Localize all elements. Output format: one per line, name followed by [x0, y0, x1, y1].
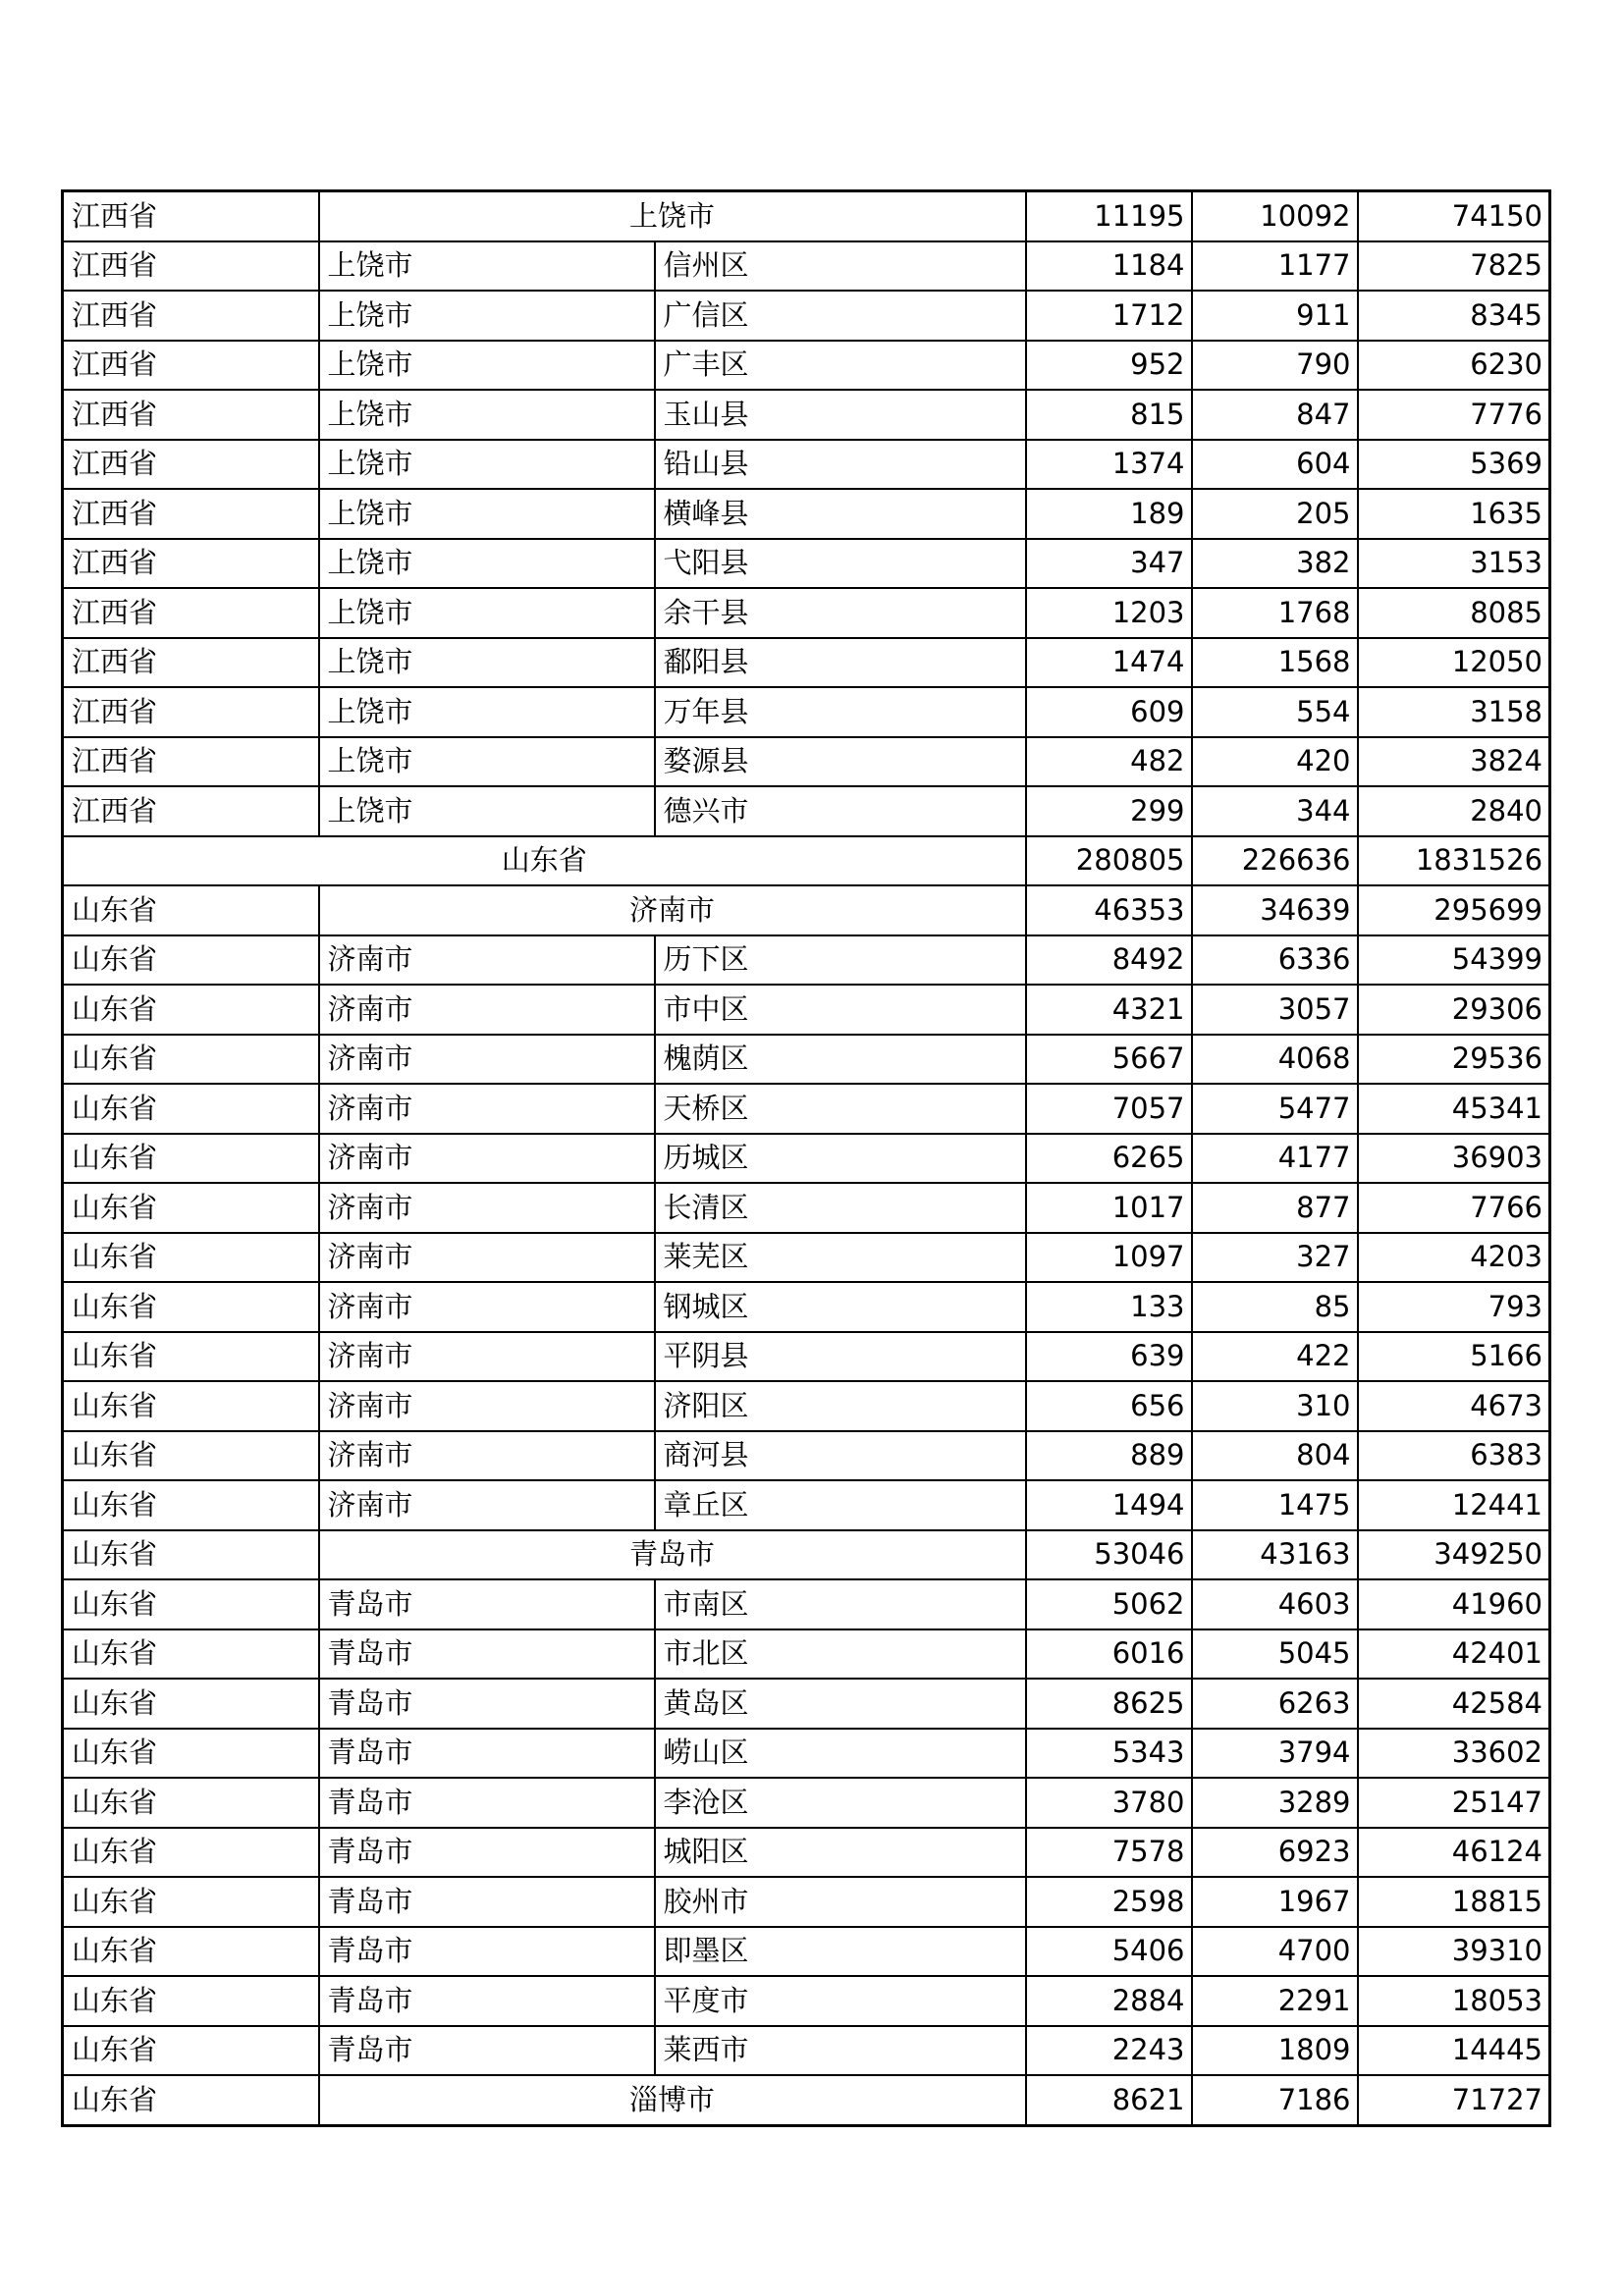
district-row [63, 687, 1550, 737]
district-cell: 德兴市 [655, 786, 1026, 836]
value-cell: 46353 [1026, 885, 1192, 935]
value-cell: 3057 [1192, 985, 1358, 1035]
province-cell: 山东省 [63, 1927, 319, 1977]
table-body [63, 191, 1550, 2126]
district-row [63, 1579, 1550, 1629]
city-row [63, 885, 1550, 935]
value-cell: 34639 [1192, 885, 1358, 935]
district-row [63, 1134, 1550, 1184]
value-cell: 4203 [1358, 1233, 1550, 1283]
province-cell: 山东省 [63, 1976, 319, 2026]
district-cell: 广丰区 [655, 341, 1026, 391]
value-cell: 226636 [1192, 836, 1358, 886]
value-cell: 7776 [1358, 390, 1550, 440]
value-cell: 5667 [1026, 1035, 1192, 1085]
district-row [63, 1332, 1550, 1382]
district-row [63, 1431, 1550, 1481]
value-cell: 42401 [1358, 1629, 1550, 1680]
city-cell: 济南市 [319, 1183, 655, 1233]
value-cell: 7766 [1358, 1183, 1550, 1233]
city-cell: 青岛市 [319, 1828, 655, 1878]
value-cell: 1184 [1026, 241, 1192, 292]
district-cell: 济阳区 [655, 1381, 1026, 1431]
value-cell: 1097 [1026, 1233, 1192, 1283]
value-cell: 6336 [1192, 935, 1358, 986]
value-cell: 7186 [1192, 2075, 1358, 2125]
value-cell: 877 [1192, 1183, 1358, 1233]
district-row [63, 539, 1550, 589]
province-cell: 江西省 [63, 638, 319, 688]
city-cell: 济南市 [319, 1035, 655, 1085]
city-cell: 济南市 [319, 935, 655, 986]
province-cell: 山东省 [63, 1084, 319, 1134]
statistics-table [61, 189, 1551, 2127]
city-cell: 青岛市 [319, 1877, 655, 1927]
district-row [63, 1828, 1550, 1878]
value-cell: 5477 [1192, 1084, 1358, 1134]
value-cell: 8492 [1026, 935, 1192, 986]
city-cell: 上饶市 [319, 440, 655, 490]
city-cell: 济南市 [319, 1134, 655, 1184]
value-cell: 2598 [1026, 1877, 1192, 1927]
province-cell: 江西省 [63, 786, 319, 836]
value-cell: 604 [1192, 440, 1358, 490]
value-cell: 14445 [1358, 2026, 1550, 2076]
district-cell: 钢城区 [655, 1282, 1026, 1332]
district-row [63, 786, 1550, 836]
value-cell: 8621 [1026, 2075, 1192, 2125]
value-cell: 10092 [1192, 191, 1358, 241]
value-cell: 12050 [1358, 638, 1550, 688]
city-cell: 淄博市 [319, 2075, 1026, 2125]
city-cell: 济南市 [319, 1233, 655, 1283]
province-cell: 山东省 [63, 1877, 319, 1927]
value-cell: 4700 [1192, 1927, 1358, 1977]
value-cell: 1809 [1192, 2026, 1358, 2076]
province-cell: 江西省 [63, 390, 319, 440]
value-cell: 1568 [1192, 638, 1358, 688]
province-row [63, 836, 1550, 886]
district-cell: 横峰县 [655, 489, 1026, 539]
city-cell: 济南市 [319, 985, 655, 1035]
value-cell: 3794 [1192, 1729, 1358, 1779]
city-cell: 济南市 [319, 1282, 655, 1332]
district-row [63, 638, 1550, 688]
district-row [63, 1976, 1550, 2026]
province-cell: 山东省 [63, 1579, 319, 1629]
value-cell: 280805 [1026, 836, 1192, 886]
value-cell: 1712 [1026, 291, 1192, 341]
province-cell: 江西省 [63, 588, 319, 638]
value-cell: 45341 [1358, 1084, 1550, 1134]
province-cell: 山东省 [63, 1233, 319, 1283]
value-cell: 7057 [1026, 1084, 1192, 1134]
value-cell: 189 [1026, 489, 1192, 539]
value-cell: 36903 [1358, 1134, 1550, 1184]
city-cell: 青岛市 [319, 2026, 655, 2076]
value-cell: 1831526 [1358, 836, 1550, 886]
value-cell: 71727 [1358, 2075, 1550, 2125]
value-cell: 793 [1358, 1282, 1550, 1332]
district-cell: 市中区 [655, 985, 1026, 1035]
city-cell: 上饶市 [319, 638, 655, 688]
province-cell: 山东省 [63, 1679, 319, 1729]
value-cell: 327 [1192, 1233, 1358, 1283]
district-cell: 平度市 [655, 1976, 1026, 2026]
value-cell: 3289 [1192, 1778, 1358, 1828]
province-cell: 山东省 [63, 1381, 319, 1431]
value-cell: 889 [1026, 1431, 1192, 1481]
province-cell: 山东省 [63, 2026, 319, 2076]
value-cell: 6383 [1358, 1431, 1550, 1481]
district-row [63, 1679, 1550, 1729]
city-cell: 青岛市 [319, 1927, 655, 1977]
district-row [63, 1183, 1550, 1233]
province-cell: 江西省 [63, 687, 319, 737]
value-cell: 18053 [1358, 1976, 1550, 2026]
province-cell: 山东省 [63, 1530, 319, 1580]
city-cell: 济南市 [319, 1332, 655, 1382]
district-row [63, 1629, 1550, 1680]
value-cell: 1374 [1026, 440, 1192, 490]
value-cell: 4673 [1358, 1381, 1550, 1431]
value-cell: 6016 [1026, 1629, 1192, 1680]
city-cell: 上饶市 [319, 241, 655, 292]
district-cell: 市南区 [655, 1579, 1026, 1629]
value-cell: 205 [1192, 489, 1358, 539]
district-cell: 城阳区 [655, 1828, 1026, 1878]
province-cell: 山东省 [63, 985, 319, 1035]
value-cell: 5045 [1192, 1629, 1358, 1680]
value-cell: 41960 [1358, 1579, 1550, 1629]
district-cell: 平阴县 [655, 1332, 1026, 1382]
value-cell: 6265 [1026, 1134, 1192, 1184]
district-cell: 余干县 [655, 588, 1026, 638]
value-cell: 4177 [1192, 1134, 1358, 1184]
district-cell: 玉山县 [655, 390, 1026, 440]
city-cell: 上饶市 [319, 539, 655, 589]
value-cell: 7578 [1026, 1828, 1192, 1878]
value-cell: 74150 [1358, 191, 1550, 241]
district-row [63, 2026, 1550, 2076]
city-row [63, 1530, 1550, 1580]
value-cell: 382 [1192, 539, 1358, 589]
district-row [63, 241, 1550, 292]
district-cell: 崂山区 [655, 1729, 1026, 1779]
value-cell: 554 [1192, 687, 1358, 737]
district-cell: 历城区 [655, 1134, 1026, 1184]
value-cell: 25147 [1358, 1778, 1550, 1828]
district-row [63, 935, 1550, 986]
city-cell: 青岛市 [319, 1679, 655, 1729]
value-cell: 1967 [1192, 1877, 1358, 1927]
district-cell: 历下区 [655, 935, 1026, 986]
district-row [63, 1282, 1550, 1332]
value-cell: 299 [1026, 786, 1192, 836]
value-cell: 46124 [1358, 1828, 1550, 1878]
province-cell: 山东省 [63, 1134, 319, 1184]
city-cell: 济南市 [319, 885, 1026, 935]
city-row [63, 2075, 1550, 2125]
value-cell: 4603 [1192, 1579, 1358, 1629]
city-cell: 上饶市 [319, 390, 655, 440]
value-cell: 5369 [1358, 440, 1550, 490]
district-cell: 婺源县 [655, 737, 1026, 787]
district-cell: 市北区 [655, 1629, 1026, 1680]
district-cell: 天桥区 [655, 1084, 1026, 1134]
district-row [63, 588, 1550, 638]
city-cell: 上饶市 [319, 786, 655, 836]
province-cell: 山东省 [63, 885, 319, 935]
district-row [63, 1729, 1550, 1779]
city-row [63, 191, 1550, 241]
value-cell: 2884 [1026, 1976, 1192, 2026]
value-cell: 295699 [1358, 885, 1550, 935]
district-row [63, 1084, 1550, 1134]
province-cell: 江西省 [63, 440, 319, 490]
city-cell: 青岛市 [319, 1729, 655, 1779]
value-cell: 1494 [1026, 1480, 1192, 1530]
province-cell: 山东省 [63, 2075, 319, 2125]
value-cell: 911 [1192, 291, 1358, 341]
value-cell: 804 [1192, 1431, 1358, 1481]
district-row [63, 1778, 1550, 1828]
value-cell: 85 [1192, 1282, 1358, 1332]
value-cell: 11195 [1026, 191, 1192, 241]
city-cell: 济南市 [319, 1431, 655, 1481]
value-cell: 3158 [1358, 687, 1550, 737]
value-cell: 6263 [1192, 1679, 1358, 1729]
province-cell: 江西省 [63, 737, 319, 787]
province-cell: 山东省 [63, 1828, 319, 1878]
value-cell: 815 [1026, 390, 1192, 440]
value-cell: 344 [1192, 786, 1358, 836]
value-cell: 7825 [1358, 241, 1550, 292]
value-cell: 2291 [1192, 1976, 1358, 2026]
city-cell: 上饶市 [319, 687, 655, 737]
value-cell: 33602 [1358, 1729, 1550, 1779]
value-cell: 5166 [1358, 1332, 1550, 1382]
district-row [63, 291, 1550, 341]
value-cell: 2840 [1358, 786, 1550, 836]
value-cell: 53046 [1026, 1530, 1192, 1580]
province-cell: 山东省 [63, 935, 319, 986]
province-cell: 山东省 [63, 1035, 319, 1085]
district-cell: 铅山县 [655, 440, 1026, 490]
value-cell: 3780 [1026, 1778, 1192, 1828]
district-row [63, 440, 1550, 490]
value-cell: 1474 [1026, 638, 1192, 688]
district-row [63, 1927, 1550, 1977]
value-cell: 349250 [1358, 1530, 1550, 1580]
district-cell: 章丘区 [655, 1480, 1026, 1530]
district-row [63, 390, 1550, 440]
value-cell: 8625 [1026, 1679, 1192, 1729]
value-cell: 6230 [1358, 341, 1550, 391]
value-cell: 1177 [1192, 241, 1358, 292]
city-cell: 上饶市 [319, 737, 655, 787]
value-cell: 29306 [1358, 985, 1550, 1035]
province-cell: 山东省 [63, 836, 1026, 886]
value-cell: 18815 [1358, 1877, 1550, 1927]
district-row [63, 489, 1550, 539]
province-cell: 江西省 [63, 539, 319, 589]
city-cell: 青岛市 [319, 1579, 655, 1629]
value-cell: 420 [1192, 737, 1358, 787]
province-cell: 山东省 [63, 1332, 319, 1382]
value-cell: 2243 [1026, 2026, 1192, 2076]
district-row [63, 737, 1550, 787]
value-cell: 133 [1026, 1282, 1192, 1332]
district-row [63, 985, 1550, 1035]
province-cell: 江西省 [63, 191, 319, 241]
province-cell: 山东省 [63, 1183, 319, 1233]
value-cell: 1635 [1358, 489, 1550, 539]
city-cell: 济南市 [319, 1381, 655, 1431]
value-cell: 347 [1026, 539, 1192, 589]
district-cell: 即墨区 [655, 1927, 1026, 1977]
district-cell: 鄱阳县 [655, 638, 1026, 688]
value-cell: 5406 [1026, 1927, 1192, 1977]
district-row [63, 1480, 1550, 1530]
district-row [63, 1877, 1550, 1927]
value-cell: 42584 [1358, 1679, 1550, 1729]
value-cell: 43163 [1192, 1530, 1358, 1580]
city-cell: 上饶市 [319, 191, 1026, 241]
value-cell: 422 [1192, 1332, 1358, 1382]
value-cell: 5343 [1026, 1729, 1192, 1779]
district-row [63, 1381, 1550, 1431]
value-cell: 4321 [1026, 985, 1192, 1035]
district-cell: 莱西市 [655, 2026, 1026, 2076]
district-row [63, 1233, 1550, 1283]
value-cell: 1203 [1026, 588, 1192, 638]
city-cell: 济南市 [319, 1084, 655, 1134]
district-row [63, 341, 1550, 391]
province-cell: 江西省 [63, 489, 319, 539]
district-cell: 商河县 [655, 1431, 1026, 1481]
province-cell: 山东省 [63, 1480, 319, 1530]
value-cell: 609 [1026, 687, 1192, 737]
city-cell: 上饶市 [319, 341, 655, 391]
city-cell: 上饶市 [319, 489, 655, 539]
value-cell: 952 [1026, 341, 1192, 391]
value-cell: 6923 [1192, 1828, 1358, 1878]
district-row [63, 1035, 1550, 1085]
district-cell: 莱芜区 [655, 1233, 1026, 1283]
value-cell: 5062 [1026, 1579, 1192, 1629]
city-cell: 上饶市 [319, 291, 655, 341]
province-cell: 江西省 [63, 341, 319, 391]
province-cell: 江西省 [63, 291, 319, 341]
district-cell: 长清区 [655, 1183, 1026, 1233]
district-cell: 广信区 [655, 291, 1026, 341]
district-cell: 信州区 [655, 241, 1026, 292]
district-cell: 槐荫区 [655, 1035, 1026, 1085]
province-cell: 山东省 [63, 1729, 319, 1779]
value-cell: 3153 [1358, 539, 1550, 589]
value-cell: 1768 [1192, 588, 1358, 638]
province-cell: 山东省 [63, 1629, 319, 1680]
province-cell: 山东省 [63, 1778, 319, 1828]
value-cell: 656 [1026, 1381, 1192, 1431]
city-cell: 青岛市 [319, 1629, 655, 1680]
value-cell: 790 [1192, 341, 1358, 391]
value-cell: 54399 [1358, 935, 1550, 986]
city-cell: 青岛市 [319, 1530, 1026, 1580]
value-cell: 847 [1192, 390, 1358, 440]
district-cell: 弋阳县 [655, 539, 1026, 589]
value-cell: 482 [1026, 737, 1192, 787]
value-cell: 4068 [1192, 1035, 1358, 1085]
province-cell: 山东省 [63, 1282, 319, 1332]
district-cell: 黄岛区 [655, 1679, 1026, 1729]
value-cell: 29536 [1358, 1035, 1550, 1085]
value-cell: 8085 [1358, 588, 1550, 638]
province-cell: 山东省 [63, 1431, 319, 1481]
value-cell: 310 [1192, 1381, 1358, 1431]
district-cell: 李沧区 [655, 1778, 1026, 1828]
district-cell: 万年县 [655, 687, 1026, 737]
value-cell: 1017 [1026, 1183, 1192, 1233]
value-cell: 3824 [1358, 737, 1550, 787]
city-cell: 青岛市 [319, 1778, 655, 1828]
value-cell: 8345 [1358, 291, 1550, 341]
city-cell: 青岛市 [319, 1976, 655, 2026]
city-cell: 上饶市 [319, 588, 655, 638]
city-cell: 济南市 [319, 1480, 655, 1530]
district-cell: 胶州市 [655, 1877, 1026, 1927]
value-cell: 12441 [1358, 1480, 1550, 1530]
value-cell: 639 [1026, 1332, 1192, 1382]
value-cell: 1475 [1192, 1480, 1358, 1530]
province-cell: 江西省 [63, 241, 319, 292]
value-cell: 39310 [1358, 1927, 1550, 1977]
